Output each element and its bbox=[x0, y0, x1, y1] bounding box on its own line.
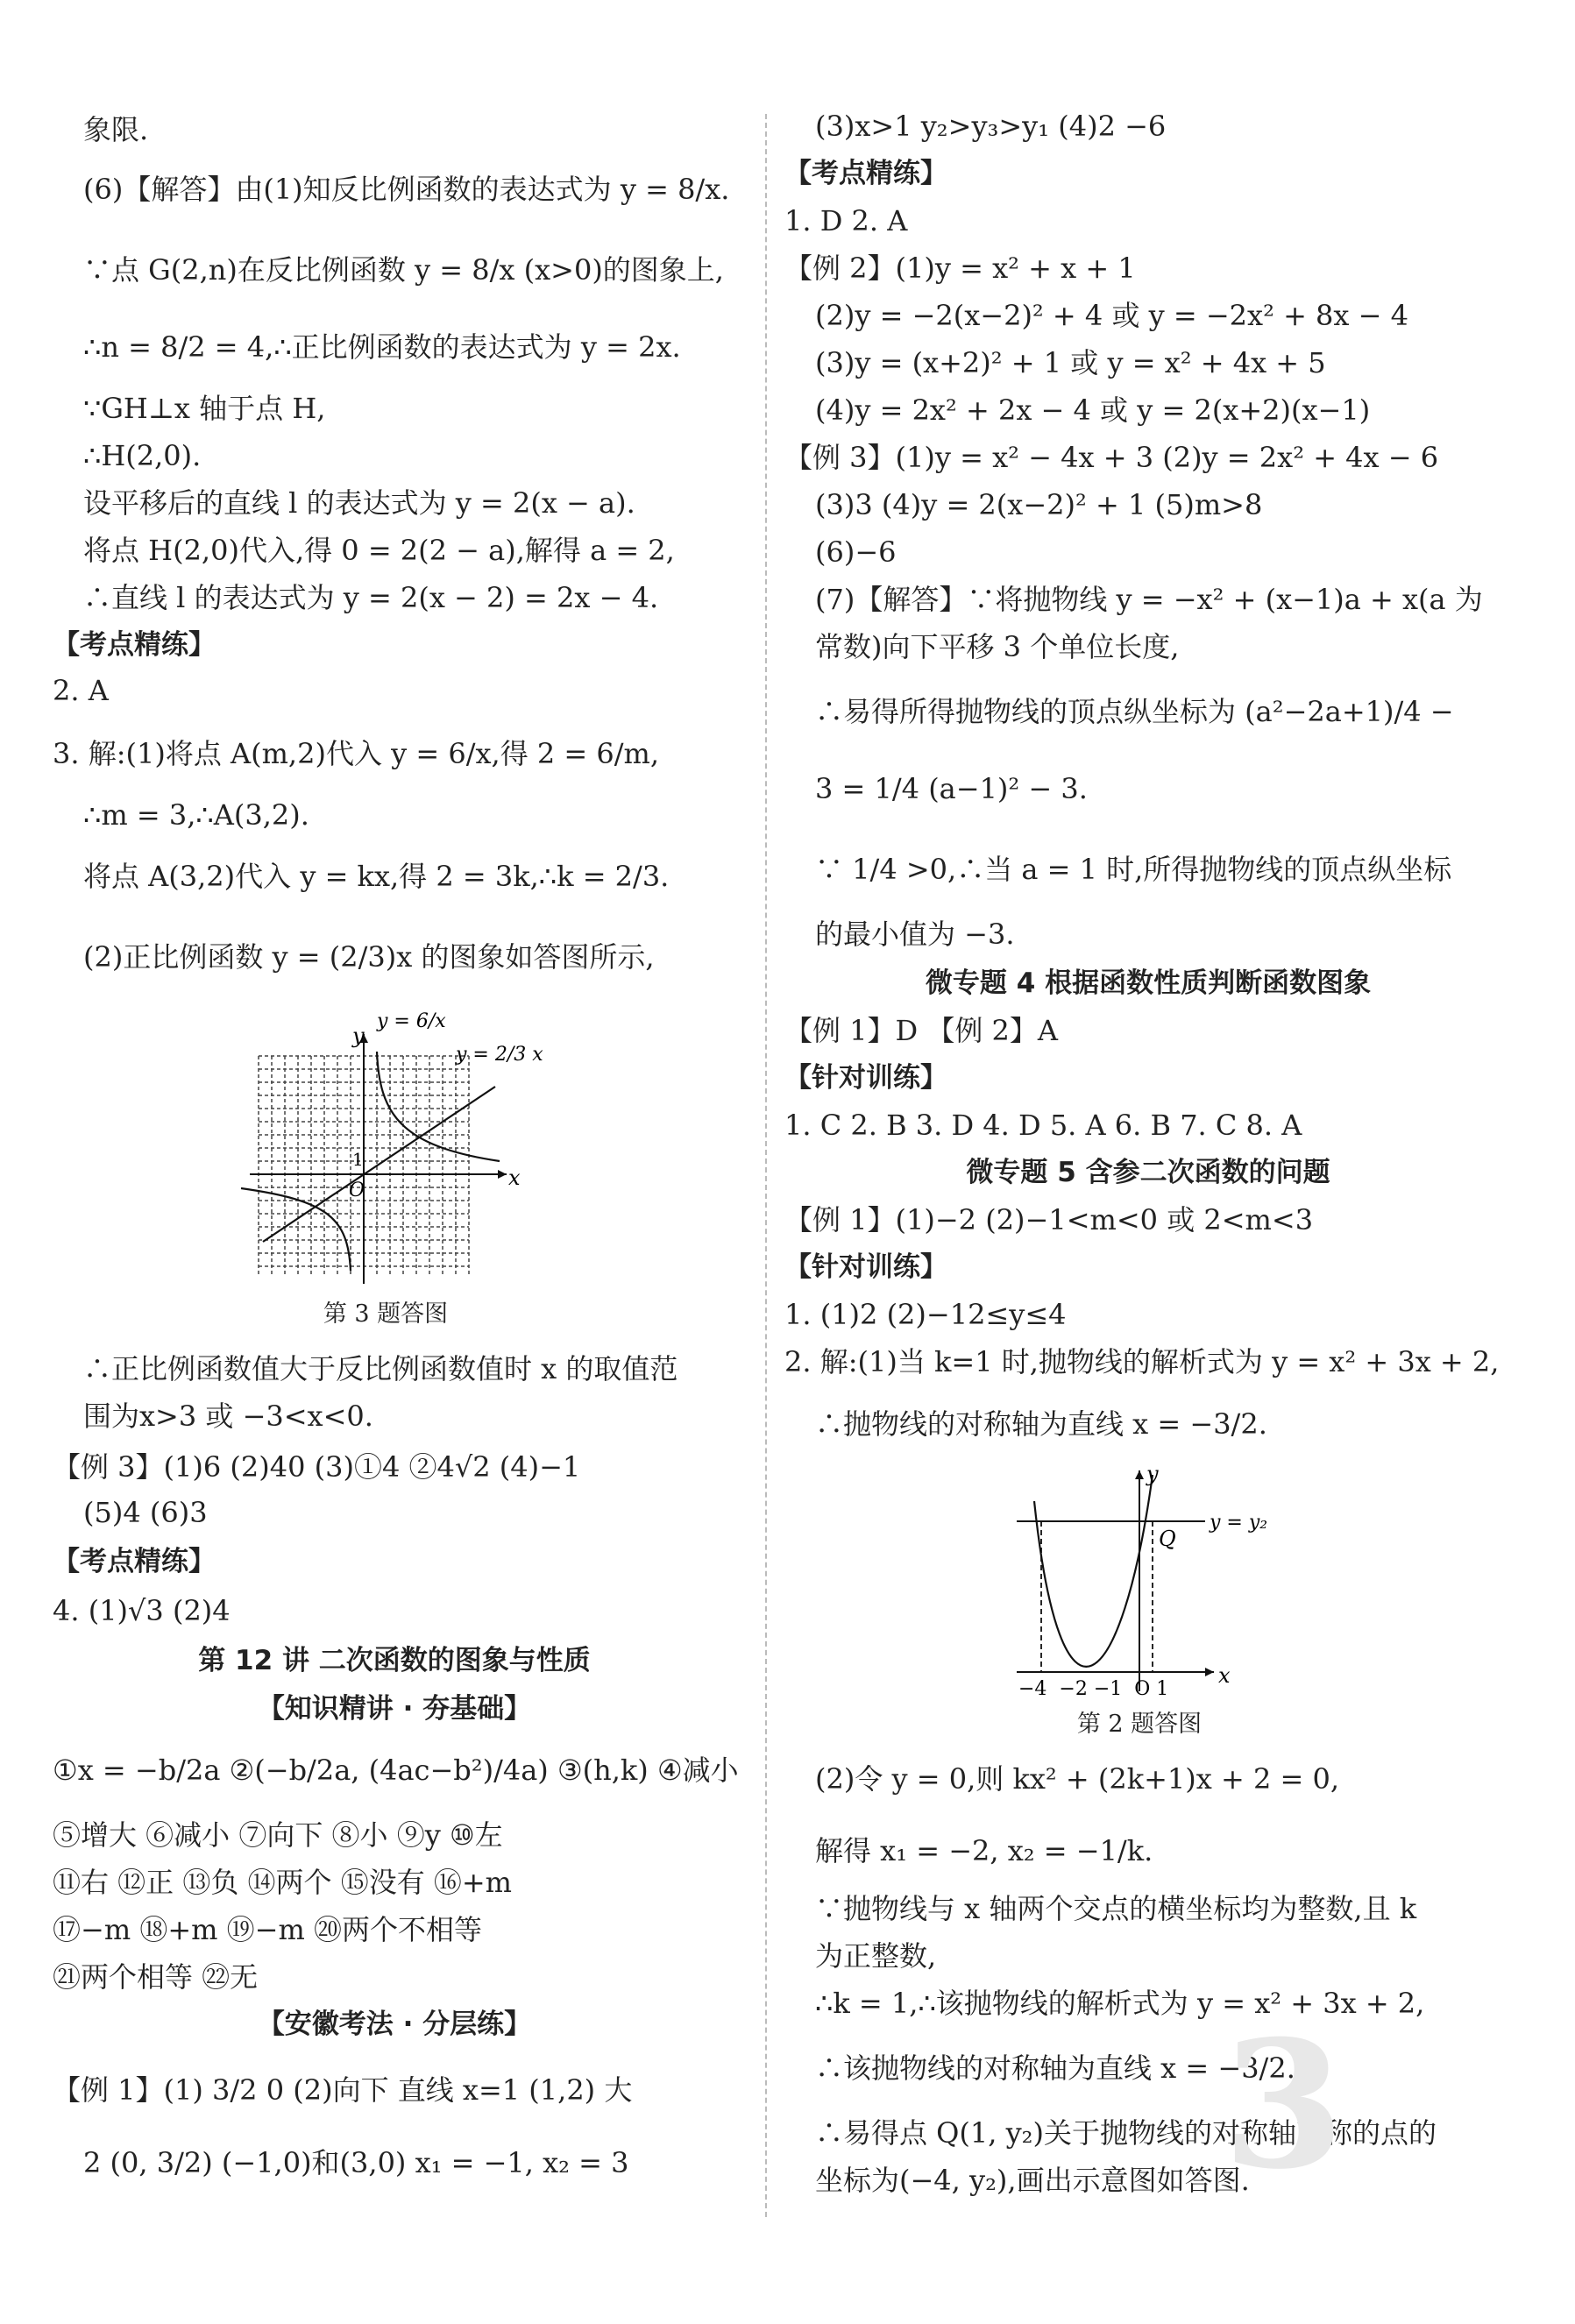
text-line: ∵ 1/4 >0,∴当 a = 1 时,所得抛物线的顶点纵坐标 bbox=[815, 853, 1452, 886]
hyperbola-branch-1 bbox=[377, 1052, 500, 1161]
answer-line: 1. (1)2 (2)−12≤y≤4 bbox=[784, 1298, 1067, 1331]
text-line: 的最小值为 −3. bbox=[815, 918, 1015, 951]
line-y-2-3x bbox=[263, 1087, 495, 1242]
figure-caption: 第 3 题答图 bbox=[323, 1300, 449, 1328]
topic-title: 微专题 5 含参二次函数的问题 bbox=[966, 1157, 1330, 1188]
text-line: (2)y = −2(x−2)² + 4 或 y = −2x² + 8x − 4 bbox=[815, 299, 1408, 332]
text-line: (5)4 (6)3 bbox=[83, 1496, 208, 1529]
section-heading: 【针对训练】 bbox=[784, 1251, 947, 1283]
answer-line: 1. D 2. A bbox=[784, 204, 908, 237]
text-line: 3. 解:(1)将点 A(m,2)代入 y = 6/x,得 2 = 6/m, bbox=[53, 737, 660, 770]
text-line: ⑪右 ⑫正 ⑬负 ⑭两个 ⑮没有 ⑯+m bbox=[53, 1866, 513, 1899]
text-line: ⑰−m ⑱+m ⑲−m ⑳两个不相等 bbox=[53, 1913, 482, 1946]
text-line: ∴m = 3,∴A(3,2). bbox=[83, 798, 309, 832]
text-line: 2 (0, 3/2) (−1,0)和(3,0) x₁ = −1, x₂ = 3 bbox=[83, 2146, 629, 2179]
text-line: ⑤增大 ⑥减小 ⑦向下 ⑧小 ⑨y ⑩左 bbox=[53, 1818, 503, 1852]
origin-label: O bbox=[349, 1180, 365, 1201]
answer-line: 4. (1)√3 (2)4 bbox=[53, 1594, 231, 1627]
text-line: ∴正比例函数值大于反比例函数值时 x 的取值范 bbox=[83, 1352, 678, 1385]
text-line: (3)y = (x+2)² + 1 或 y = x² + 4x + 5 bbox=[815, 346, 1326, 379]
text-line: 象限. bbox=[83, 113, 149, 146]
y-axis-label: y bbox=[1146, 1462, 1159, 1486]
text-line: (7)【解答】∵将抛物线 y = −x² + (x−1)a + x(a 为 bbox=[815, 583, 1483, 616]
line-label: y = 2/3 x bbox=[456, 1044, 543, 1066]
text-line: ∴k = 1,∴该抛物线的解析式为 y = x² + 3x + 2, bbox=[815, 1987, 1425, 2020]
text-line: (4)y = 2x² + 2x − 4 或 y = 2(x+2)(x−1) bbox=[815, 393, 1371, 427]
text-line: 【例 1】(1) 3/2 0 (2)向下 直线 x=1 (1,2) 大 bbox=[53, 2073, 633, 2107]
column-divider bbox=[765, 114, 767, 2217]
chapter-title: 第 12 讲 二次函数的图象与性质 bbox=[198, 1645, 591, 1676]
text-line: ∵GH⊥x 轴于点 H, bbox=[83, 392, 326, 425]
figure-3-graph bbox=[245, 999, 543, 1288]
text-line: ∴n = 8/2 = 4,∴正比例函数的表达式为 y = 2x. bbox=[83, 330, 681, 364]
answer-line: 1. C 2. B 3. D 4. D 5. A 6. B 7. C 8. A bbox=[784, 1109, 1302, 1142]
tick-label: 1 bbox=[352, 1149, 364, 1170]
section-heading: 【知识精讲 · 夯基础】 bbox=[257, 1693, 532, 1725]
tick-labels: −4 −2 −1 O 1 bbox=[1018, 1678, 1169, 1700]
section-heading: 【安徽考法 · 分层练】 bbox=[257, 2009, 532, 2040]
section-heading: 【考点精练】 bbox=[784, 158, 947, 189]
text-line: 解得 x₁ = −2, x₂ = −1/k. bbox=[815, 1834, 1153, 1867]
parabola bbox=[1034, 1475, 1153, 1667]
text-line: ∴易得所得抛物线的顶点纵坐标为 (a²−2a+1)/4 − bbox=[815, 695, 1454, 728]
hyperbola-label: y = 6/x bbox=[377, 1010, 446, 1032]
figure-2-graph bbox=[1008, 1462, 1297, 1698]
text-line: ∴该抛物线的对称轴为直线 x = −3/2. bbox=[815, 2051, 1295, 2085]
text-line: 2. 解:(1)当 k=1 时,抛物线的解析式为 y = x² + 3x + 2, bbox=[784, 1345, 1500, 1378]
text-line: ∴H(2,0). bbox=[83, 439, 202, 472]
text-line: 将点 H(2,0)代入,得 0 = 2(2 − a),解得 a = 2, bbox=[83, 534, 675, 567]
point-q-label: Q bbox=[1159, 1527, 1176, 1551]
text-line: (6)【解答】由(1)知反比例函数的表达式为 y = 8/x. bbox=[83, 173, 730, 206]
text-line: 设平移后的直线 l 的表达式为 y = 2(x − a). bbox=[83, 486, 635, 520]
text-line: 【例 1】(1)−2 (2)−1<m<0 或 2<m<3 bbox=[784, 1203, 1314, 1236]
text-line: (2)正比例函数 y = (2/3)x 的图象如答图所示, bbox=[83, 940, 655, 974]
text-line: 围为x>3 或 −3<x<0. bbox=[83, 1399, 373, 1433]
y-axis-arrow bbox=[1135, 1470, 1144, 1479]
text-line: ∴抛物线的对称轴为直线 x = −3/2. bbox=[815, 1407, 1267, 1441]
text-line: ∵抛物线与 x 轴两个交点的横坐标均为整数,且 k bbox=[815, 1892, 1417, 1925]
text-line: ∵点 G(2,n)在反比例函数 y = 8/x (x>0)的图象上, bbox=[83, 253, 724, 287]
figure-caption: 第 2 题答图 bbox=[1076, 1711, 1203, 1738]
text-line: 【例 3】(1)6 (2)40 (3)①4 ②4√2 (4)−1 bbox=[53, 1450, 581, 1484]
text-line: (6)−6 bbox=[815, 535, 897, 569]
text-line: 【例 2】(1)y = x² + x + 1 bbox=[784, 252, 1136, 285]
x-axis-label: x bbox=[1218, 1663, 1231, 1688]
answer-line: 【例 1】D 【例 2】A bbox=[784, 1014, 1059, 1047]
page-number: 3 bbox=[1223, 2002, 1345, 2208]
text-line: 将点 A(3,2)代入 y = kx,得 2 = 3k,∴k = 2/3. bbox=[83, 860, 670, 893]
text-line: ㉑两个相等 ㉒无 bbox=[53, 1960, 259, 1994]
text-line: 坐标为(−4, y₂),画出示意图如答图. bbox=[815, 2164, 1250, 2197]
x-axis-arrow bbox=[1205, 1668, 1214, 1676]
section-heading: 【考点精练】 bbox=[53, 1546, 216, 1577]
text-line: 为正整数, bbox=[815, 1939, 937, 1973]
text-line: ①x = −b/2a ②(−b/2a, (4ac−b²)/4a) ③(h,k) ④减小 bbox=[53, 1754, 739, 1787]
y-axis-label: y bbox=[352, 1024, 365, 1048]
text-line: 3 = 1/4 (a−1)² − 3. bbox=[815, 772, 1088, 805]
x-axis-label: x bbox=[508, 1166, 521, 1190]
text-line: (2)令 y = 0,则 kx² + (2k+1)x + 2 = 0, bbox=[815, 1762, 1340, 1796]
section-heading: 【针对训练】 bbox=[784, 1062, 947, 1094]
text-line: ∴易得点 Q(1, y₂)关于抛物线的对称轴对称的点的 bbox=[815, 2116, 1437, 2150]
text-line: (3)x>1 y₂>y₃>y₁ (4)2 −6 bbox=[815, 110, 1167, 143]
line-label: y = y₂ bbox=[1210, 1512, 1268, 1534]
text-line: 常数)向下平移 3 个单位长度, bbox=[815, 630, 1180, 663]
text-line: 【例 3】(1)y = x² − 4x + 3 (2)y = 2x² + 4x − 6 bbox=[784, 441, 1439, 474]
x-axis-arrow bbox=[498, 1170, 507, 1179]
topic-title: 微专题 4 根据函数性质判断函数图象 bbox=[925, 967, 1372, 999]
text-line: (3)3 (4)y = 2(x−2)² + 1 (5)m>8 bbox=[815, 488, 1263, 521]
text-line: ∴直线 l 的表达式为 y = 2(x − 2) = 2x − 4. bbox=[83, 581, 659, 614]
answer-line: 2. A bbox=[53, 674, 109, 707]
section-heading: 【考点精练】 bbox=[53, 629, 216, 661]
